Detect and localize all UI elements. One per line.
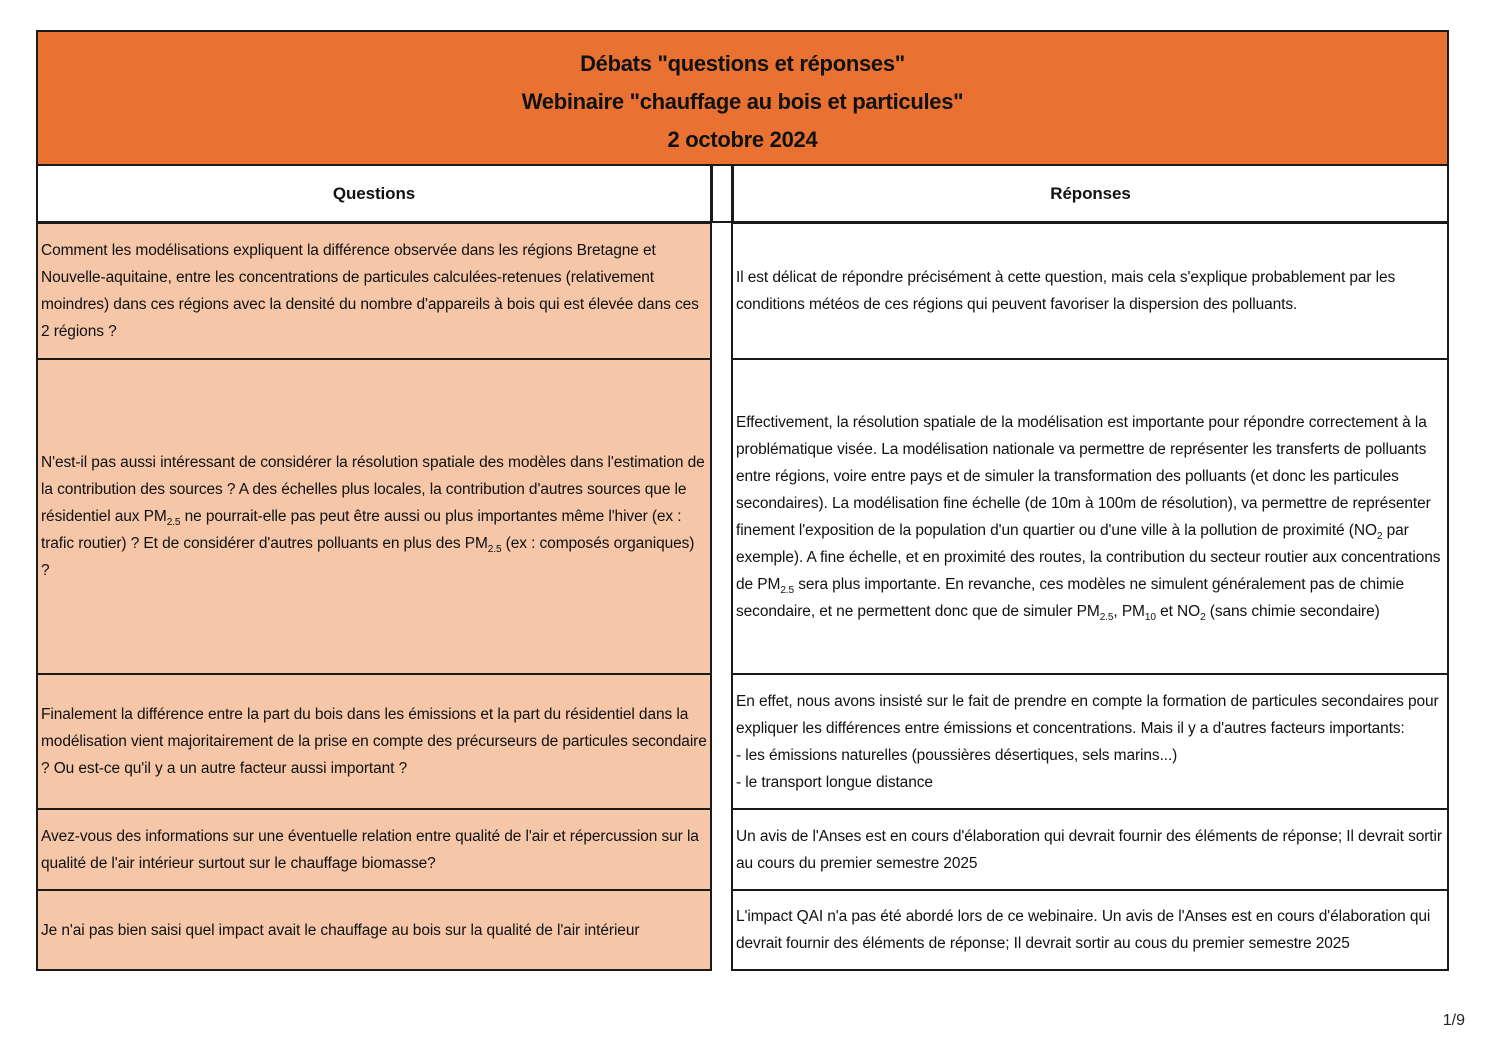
answer-text: En effet, nous avons insisté sur le fait de prendre en compte la formation de particules secondaires pour expliquer les différences entre émissions et concentrations. Mais il y a d'autres facteurs importants: - les émissions naturelles (poussières désertiques, sels marins...) - le transport longue distance	[736, 692, 1439, 791]
column-spacer	[711, 890, 732, 971]
answer-text: Effectivement, la résolution spatiale de la modélisation est importante pour répondre correctement à la problématique visée. La modélisation nationale va permettre de représenter les transferts de polluants entre régions, voire entre pays et de simuler la transformation des polluants (et donc les particules secondaires). La modélisation fine échelle (de 10m à 100m de résolution), va permettre de représenter finement l'exposition de la population d'un quartier ou d'une ville à la pollution de proximité ($NO_2$ par exemple). A fine échelle, et en proximité des routes, la contribution du secteur routier aux concentrations de $PM_{2.5}$ sera plus importante. En revanche, ces modèles ne simulent généralement pas de chimie secondaire, et ne permettent donc que de simuler $PM_{2.5}$, $PM_{10}$ et $NO_2$ (sans chimie secondaire)	[736, 413, 1441, 623]
question-cell	[36, 223, 711, 359]
question-text: Je n'ai pas bien saisi quel impact avait le chauffage au bois sur la qualité de l'air intérieur	[41, 921, 640, 939]
column-spacer	[711, 165, 732, 223]
qa-document	[36, 30, 1449, 971]
question-text: N'est-il pas aussi intéressant de considérer la résolution spatiale des modèles dans l'estimation de la contribution des sources ? A des échelles plus locales, la contribution d'autres sources que le résidentiel aux $PM_{2.5}$ ne pourrait-elle pas peut être aussi ou plus importantes même l'hiver (ex : trafic routier) ? Et de considérer d'autres polluants en plus des $PM_{2.5}$ (ex : composés organiques) ?	[41, 454, 705, 579]
column-spacer	[711, 223, 732, 359]
question-text: Finalement la différence entre la part du bois dans les émissions et la part du résidentiel dans la modélisation vient majoritairement de la prise en compte des précurseurs de particules secondaire ? Ou est-ce qu'il y a un autre facteur aussi important ?	[41, 706, 707, 777]
qa-table	[36, 165, 1449, 971]
answer-cell	[732, 890, 1449, 971]
answer-text: Un avis de l'Anses est en cours d'élaboration qui devrait fournir des éléments de réponse; Il devrait sortir au cours du premier semestre 2025	[736, 827, 1442, 872]
question-cell	[36, 674, 711, 809]
column-header-questions: Questions	[36, 165, 711, 223]
answer-cell	[732, 359, 1449, 674]
answer-cell	[732, 223, 1449, 359]
page-number: 1/9	[1442, 1012, 1465, 1029]
document-title: Débats "questions et réponses"	[580, 51, 905, 76]
column-spacer	[711, 359, 732, 674]
event-date: 2 octobre 2024	[667, 127, 818, 152]
answer-cell	[732, 809, 1449, 890]
question-text: Avez-vous des informations sur une éventuelle relation entre qualité de l'air et répercussion sur la qualité de l'air intérieur surtout sur le chauffage biomasse?	[41, 827, 699, 872]
answer-text: Il est délicat de répondre précisément à cette question, mais cela s'explique probablement par les conditions météos de ces régions qui peuvent favoriser la dispersion des polluants.	[736, 269, 1396, 313]
column-header-answers: Réponses	[732, 165, 1449, 223]
webinar-title: Webinaire "chauffage au bois et particules"	[521, 89, 964, 114]
question-cell	[36, 359, 711, 674]
question-text: Comment les modélisations expliquent la différence observée dans les régions Bretagne et Nouvelle-aquitaine, entre les concentrations de particules calculées-retenues (relativement moindres) dans ces régions avec la densité du nombre d'appareils à bois qui est élevée dans ces 2 régions ?	[41, 242, 699, 340]
question-cell	[36, 890, 711, 971]
column-spacer	[711, 674, 732, 809]
answer-cell	[732, 674, 1449, 809]
column-spacer	[711, 809, 732, 890]
question-cell	[36, 809, 711, 890]
title-banner	[36, 30, 1449, 165]
answer-text: L'impact QAI n'a pas été abordé lors de ce webinaire. Un avis de l'Anses est en cours d'élaboration qui devrait fournir des éléments de réponse; Il devrait sortir au cous du premier semestre 2025	[736, 908, 1431, 952]
